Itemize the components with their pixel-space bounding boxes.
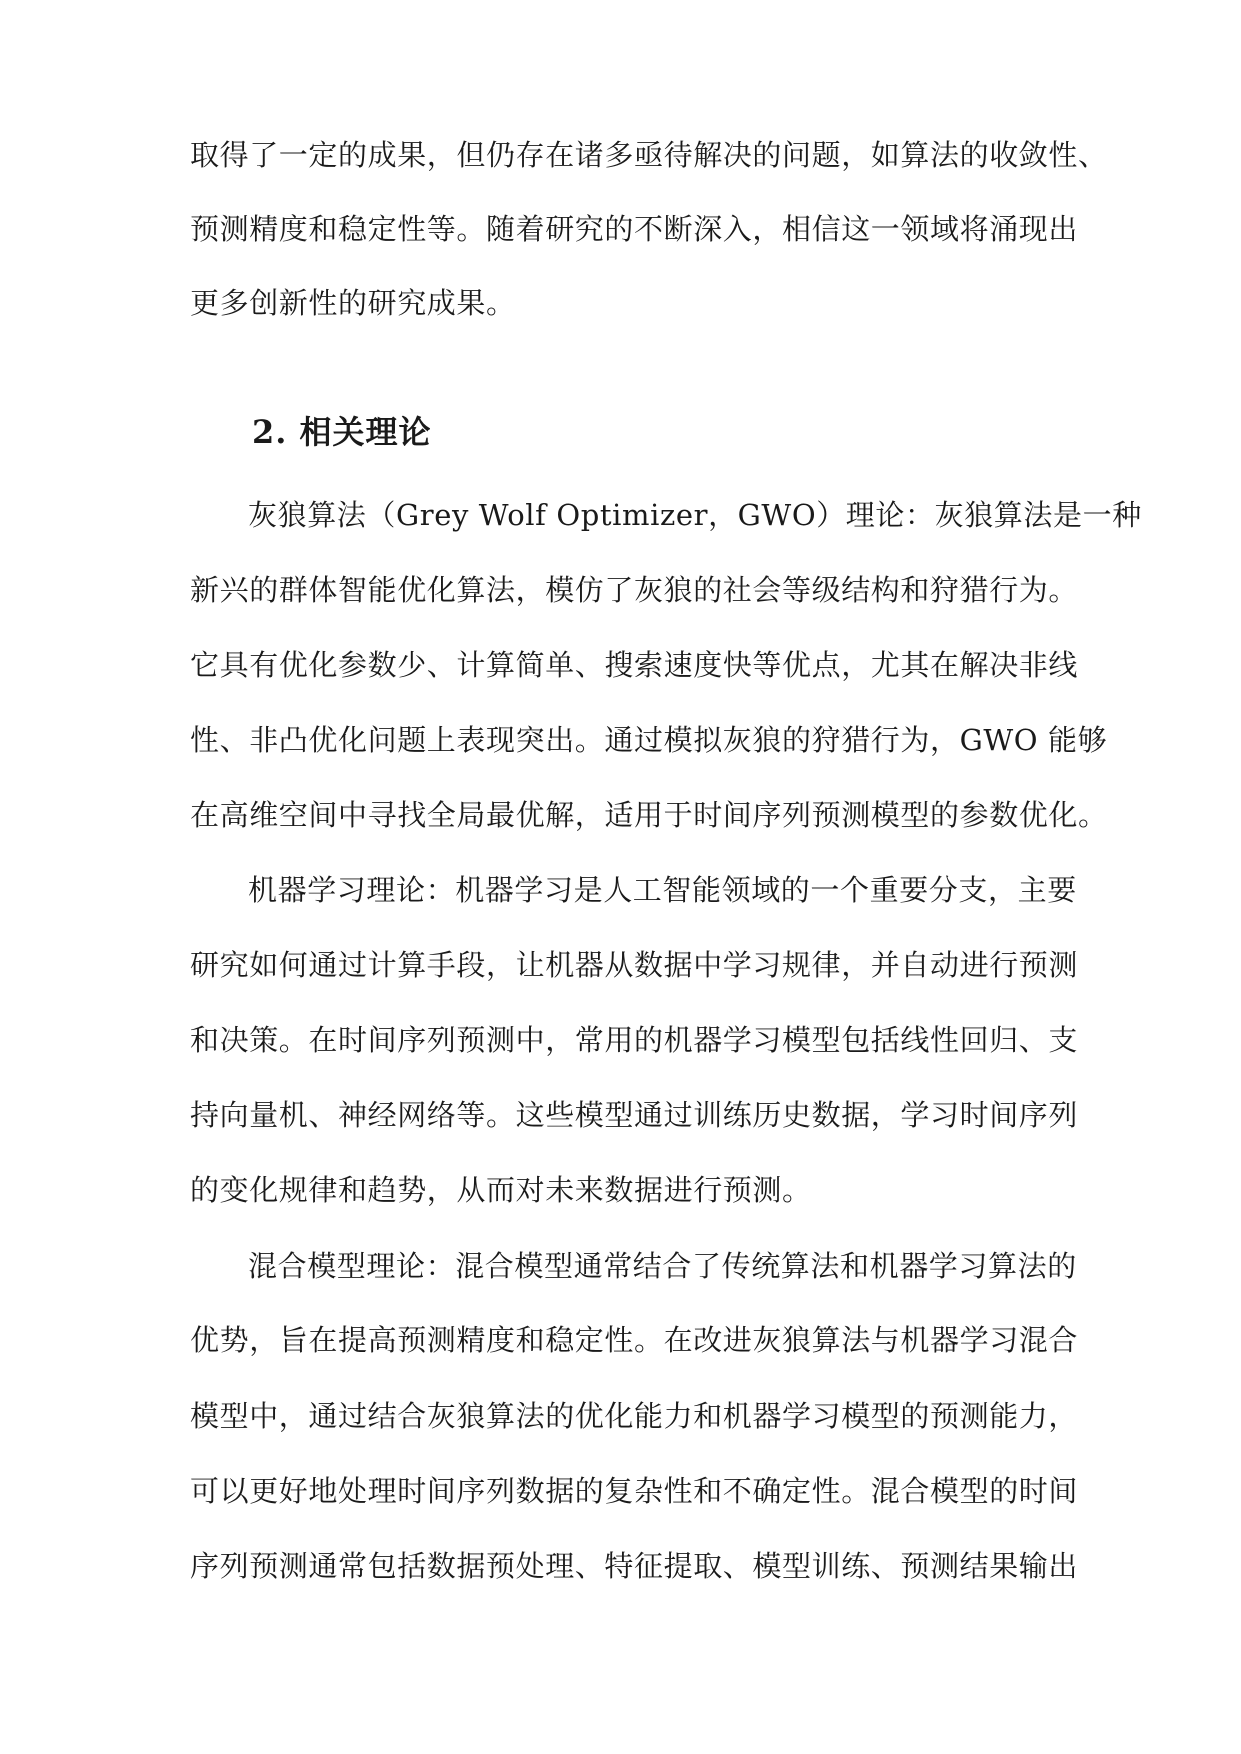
hybrid-line-2: 优势，旨在提高预测精度和稳定性。在改进灰狼算法与机器学习混合	[190, 1323, 1079, 1357]
intro-line-2: 预测精度和稳定性等。随着研究的不断深入，相信这一领域将涌现出	[190, 212, 1079, 246]
hybrid-line-3: 模型中，通过结合灰狼算法的优化能力和机器学习模型的预测能力，	[190, 1399, 1079, 1433]
gwo-line-1: 灰狼算法（Grey Wolf Optimizer，GWO）理论：灰狼算法是一种	[248, 498, 1142, 532]
hybrid-line-5: 序列预测通常包括数据预处理、特征提取、模型训练、预测结果输出	[190, 1549, 1079, 1583]
intro-line-1: 取得了一定的成果，但仍存在诸多亟待解决的问题，如算法的收敛性、	[190, 138, 1108, 172]
section-heading: 2. 相关理论	[252, 413, 432, 451]
gwo-line-5: 在高维空间中寻找全局最优解，适用于时间序列预测模型的参数优化。	[190, 798, 1108, 832]
ml-line-3: 和决策。在时间序列预测中，常用的机器学习模型包括线性回归、支	[190, 1023, 1079, 1057]
ml-line-1: 机器学习理论：机器学习是人工智能领域的一个重要分支，主要	[248, 873, 1077, 907]
hybrid-line-4: 可以更好地处理时间序列数据的复杂性和不确定性。混合模型的时间	[190, 1474, 1079, 1508]
gwo-line-3: 它具有优化参数少、计算简单、搜索速度快等优点，尤其在解决非线	[190, 648, 1079, 682]
gwo-line-4: 性、非凸优化问题上表现突出。通过模拟灰狼的狩猎行为，GWO 能够	[190, 723, 1108, 757]
hybrid-line-1: 混合模型理论：混合模型通常结合了传统算法和机器学习算法的	[248, 1249, 1077, 1283]
intro-line-3: 更多创新性的研究成果。	[190, 286, 516, 320]
gwo-line-2: 新兴的群体智能优化算法，模仿了灰狼的社会等级结构和狩猎行为。	[190, 573, 1079, 607]
ml-line-2: 研究如何通过计算手段，让机器从数据中学习规律，并自动进行预测	[190, 948, 1079, 982]
ml-line-5: 的变化规律和趋势，从而对未来数据进行预测。	[190, 1173, 812, 1207]
ml-line-4: 持向量机、神经网络等。这些模型通过训练历史数据，学习时间序列	[190, 1098, 1079, 1132]
